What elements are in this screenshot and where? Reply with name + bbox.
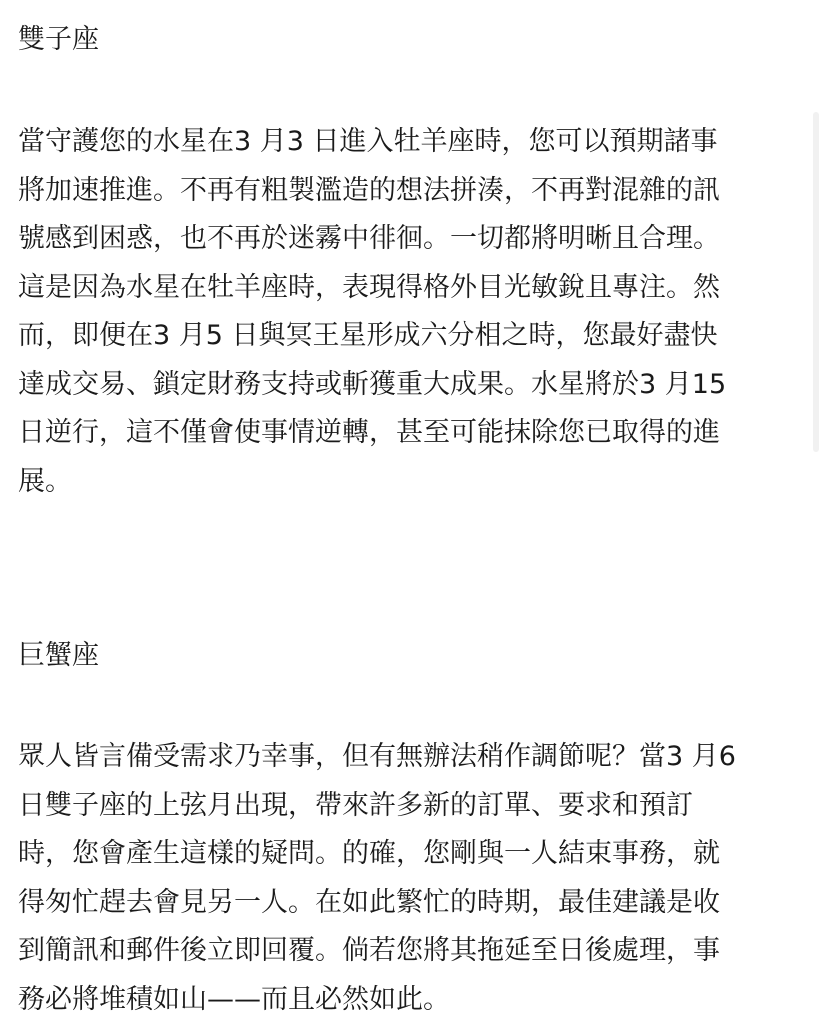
scrollbar[interactable] <box>813 112 819 452</box>
section-title-gemini: 雙子座 <box>18 24 99 55</box>
horoscope-paragraph-cancer: 眾人皆言備受需求乃幸事，但有無辦法稍作調節呢？當3 月6 日雙子座的上弦月出現，帶來許多新的訂單、要求和預訂 時，您會產生這樣的疑問。的確，您剛與一人結束事務，就 得匆忙趕去會見另一人。在如此繁忙的時期，最佳建議是收 到簡訊和郵件後立即回覆。倘若您將其拖延至日後處理，事 務必將堆積如山——而且必然如此。 <box>18 741 736 1015</box>
section-title-cancer: 巨蟹座 <box>18 640 99 671</box>
horoscope-paragraph-gemini: 當守護您的水星在3 月3 日進入牡羊座時，您可以預期諸事 將加速推進。不再有粗製濫造的想法拼湊，不再對混雜的訊 號感到困惑，也不再於迷霧中徘徊。一切都將明晰且合理。 這是因為水星在牡羊座時，表現得格外目光敏銳且專注。然 而，即便在3 月5 日與冥王星形成六分相之時，您最好盡快 達成交易、鎖定財務支持或斬獲重大成果。水星將於3 月15 日逆行，這不僅會使事情逆轉，甚至可能抹除您已取得的進 展。 <box>18 126 727 497</box>
